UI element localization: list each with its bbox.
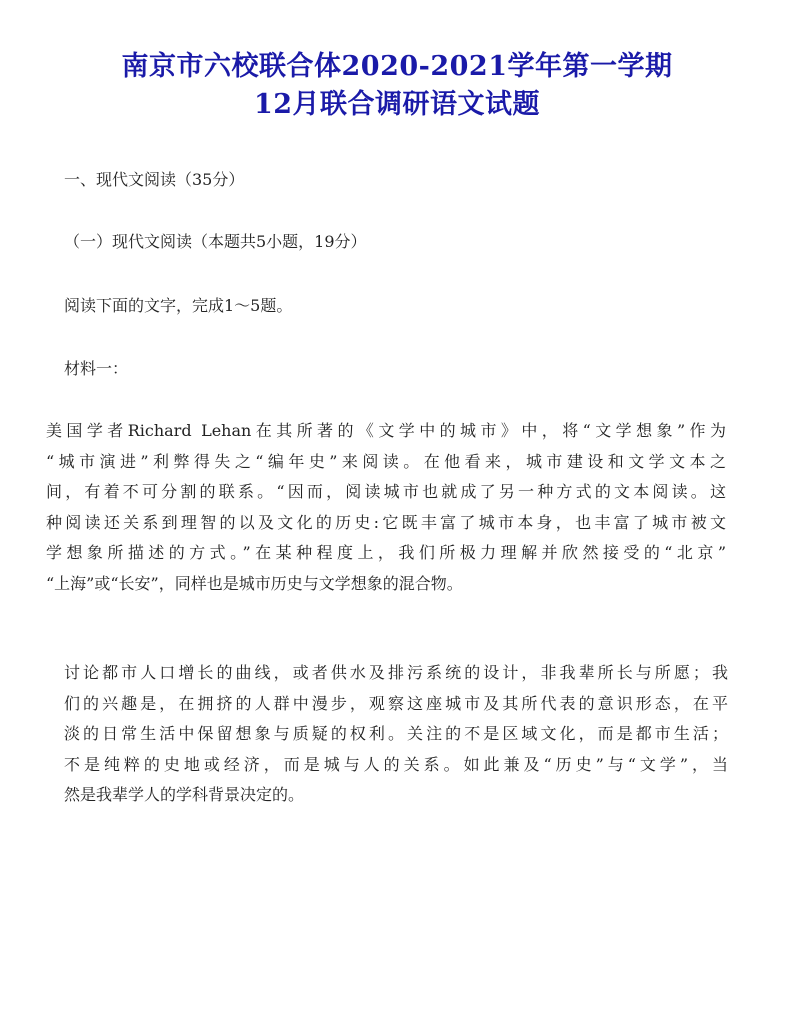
paragraph-line: 美国学者Richard Lehan在其所著的《文学中的城市》中，将“文学想象”作为 <box>46 421 726 440</box>
paragraph-2 <box>64 663 728 816</box>
paragraph-line: 种阅读还关系到理智的以及文化的历史:它既丰富了城市本身，也丰富了城市被文 <box>46 512 726 532</box>
paragraph-line: 们的兴趣是，在拥挤的人群中漫步，观察这座城市及其所代表的意识形态，在平 <box>64 693 728 713</box>
section-heading: 一、现代文阅读（35分） <box>64 170 245 189</box>
paragraph-1 <box>46 421 726 605</box>
paragraph-line: 讨论都市人口增长的曲线，或者供水及排污系统的设计，非我辈所长与所愿；我 <box>64 663 728 682</box>
reading-instruction: 阅读下面的文字，完成1～5题。 <box>64 296 293 315</box>
exam-title-line2: 12月联合调研语文试题 <box>253 89 541 120</box>
material-label: 材料一： <box>64 359 129 378</box>
paragraph-line: 淡的日常生活中保留想象与质疑的权利。关注的不是区域文化，而是都市生活； <box>64 724 728 744</box>
paragraph-line: “上海”或“长安”，同样也是城市历史与文学想象的混合物。 <box>46 573 463 593</box>
paragraph-line: 不是纯粹的史地或经济，而是城与人的关系。如此兼及“历史”与“文学”，当 <box>64 754 728 774</box>
subsection-heading: （一）现代文阅读（本题共5小题，19分） <box>64 232 367 251</box>
paragraph-line: 学想象所描述的方式。”在某种程度上，我们所极力理解并欣然接受的“北京” <box>46 543 726 563</box>
paragraph-line: 间，有着不可分割的联系。“因而，阅读城市也就成了另一种方式的文本阅读。这 <box>46 482 726 502</box>
paragraph-line: 然是我辈学人的学科背景决定的。 <box>64 785 305 805</box>
paragraph-line: “城市演进”利弊得失之“编年史”来阅读。在他看来，城市建设和文学文本之 <box>46 451 726 471</box>
exam-title-line1: 南京市六校联合体2020-2021学年第一学期 <box>121 51 673 82</box>
